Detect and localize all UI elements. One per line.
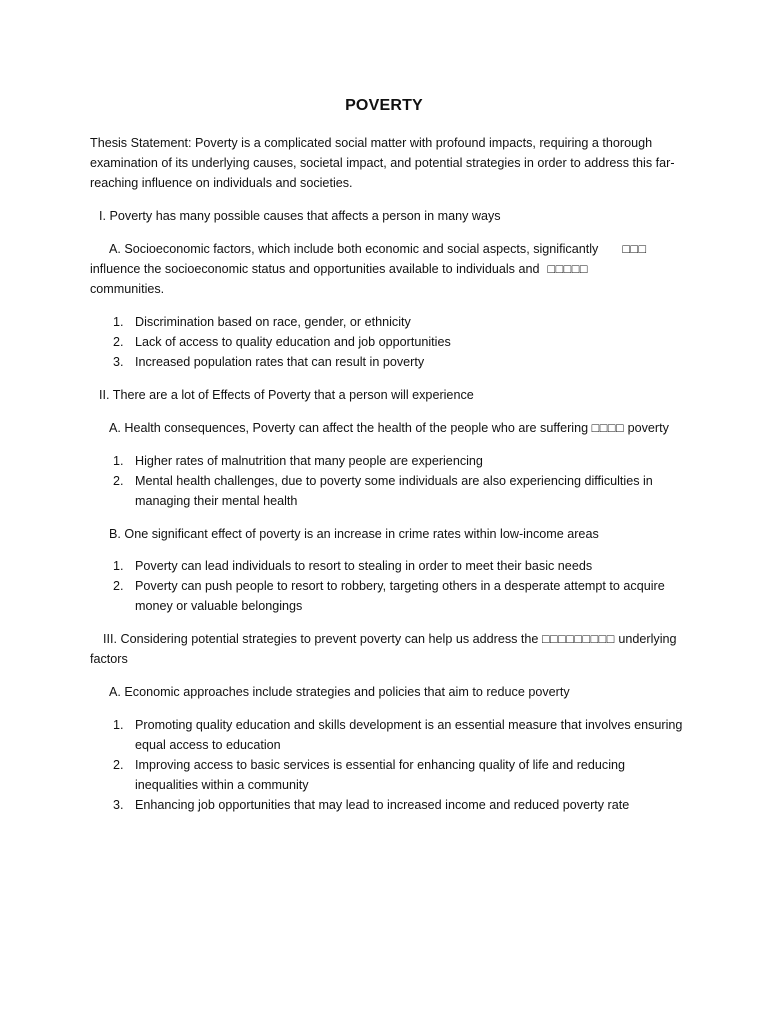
list-number: 2. xyxy=(113,758,124,772)
section-3a-paragraph: A. Economic approaches include strategies and policies that aim to reduce poverty xyxy=(109,685,570,699)
list-item xyxy=(90,576,686,616)
list-number: 3. xyxy=(113,798,124,812)
list-text: Discrimination based on race, gender, or ethnicity xyxy=(135,315,411,329)
section-1a-list xyxy=(90,312,686,372)
list-item xyxy=(90,715,686,755)
list-item xyxy=(90,332,686,352)
list-item xyxy=(90,755,686,795)
list-number: 1. xyxy=(113,718,124,732)
list-number: 1. xyxy=(113,559,124,573)
section-1-heading: I. Poverty has many possible causes that affects a person in many ways xyxy=(99,209,501,223)
missing-glyphs: □□□□□ xyxy=(547,262,589,276)
list-text: Enhancing job opportunities that may lead to increased income and reduced poverty rate xyxy=(135,798,630,812)
section-3a-list xyxy=(90,715,686,815)
section-2a-list xyxy=(90,451,686,511)
section-1a-paragraph xyxy=(90,239,705,259)
list-text: Increased population rates that can result in poverty xyxy=(135,355,425,369)
list-item xyxy=(90,352,686,372)
document-title: POVERTY xyxy=(345,97,423,114)
section-3-heading-text: III. Considering potential strategies to prevent poverty can help us address the xyxy=(103,632,539,646)
section-3-heading-tail: underlying factors xyxy=(90,632,677,666)
list-text: Lack of access to quality education and job opportunities xyxy=(135,335,451,349)
list-text: Improving access to basic services is essential for enhancing quality of life and reducing inequalities within a community xyxy=(135,758,626,792)
thesis-statement: Thesis Statement: Poverty is a complicated social matter with profound impacts, requiring a thorough examination of its underlying causes, societal impact, and potential strategies in order to address this far-reaching influence on individuals and societies. xyxy=(90,136,675,190)
section-2b-list xyxy=(90,556,686,616)
missing-glyphs: □□□ xyxy=(622,242,647,256)
list-item xyxy=(90,556,686,576)
list-number: 2. xyxy=(113,474,124,488)
missing-glyphs: □□□□ xyxy=(591,421,625,435)
section-1a-line3: communities. xyxy=(90,282,165,296)
list-item xyxy=(90,471,686,511)
section-2b-paragraph: B. One significant effect of poverty is an increase in crime rates within low-income areas xyxy=(109,527,599,541)
section-2-heading: II. There are a lot of Effects of Poverty that a person will experience xyxy=(99,388,474,402)
list-text: Poverty can lead individuals to resort to stealing in order to meet their basic needs xyxy=(135,559,593,573)
list-text: Mental health challenges, due to poverty some individuals are also experiencing difficulties in managing their mental health xyxy=(135,474,653,508)
list-text: Promoting quality education and skills development is an essential measure that involves ensuring equal access to education xyxy=(135,718,683,752)
section-2a-text: A. Health consequences, Poverty can affect the health of the people who are suffering xyxy=(109,421,589,435)
section-2a-paragraph xyxy=(90,418,705,438)
list-item xyxy=(90,451,686,471)
section-1a-line1: A. Socioeconomic factors, which include both economic and social aspects, significantly xyxy=(109,242,599,256)
list-item xyxy=(90,312,686,332)
list-text: Poverty can push people to resort to robbery, targeting others in a desperate attempt to acquire money or valuable belongings xyxy=(135,579,665,613)
section-1a-line2: influence the socioeconomic status and opportunities available to individuals and xyxy=(90,262,540,276)
list-number: 2. xyxy=(113,335,124,349)
list-number: 2. xyxy=(113,579,124,593)
section-2a-tail: poverty xyxy=(627,421,669,435)
list-number: 1. xyxy=(113,454,124,468)
section-3-heading xyxy=(90,629,686,669)
section-1a-continuation xyxy=(90,259,686,299)
missing-glyphs: □□□□□□□□□ xyxy=(541,632,615,646)
list-item xyxy=(90,795,686,815)
list-number: 1. xyxy=(113,315,124,329)
list-text: Higher rates of malnutrition that many people are experiencing xyxy=(135,454,483,468)
list-number: 3. xyxy=(113,355,124,369)
